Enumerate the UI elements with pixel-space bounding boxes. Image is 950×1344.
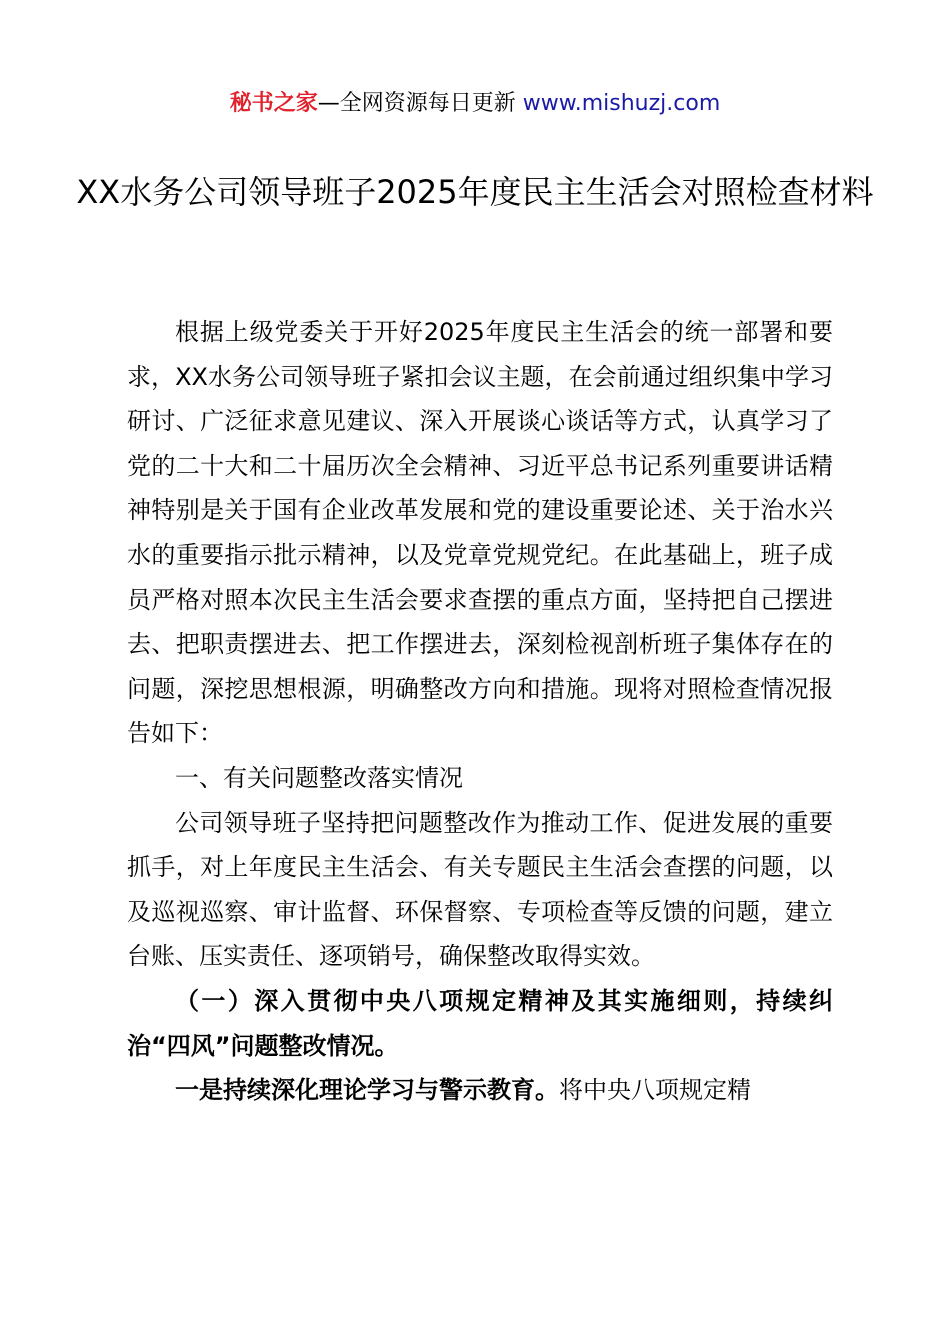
section-1-paragraph: 公司领导班子坚持把问题整改作为推动工作、促进发展的重要抓手，对上年度民主生活会、有关专题民主生活会查摆的问题，以及巡视巡察、审计监督、环保督察、专项检查等反馈的问题，建立台账、压实责任、逐项销号，确保整改取得实效。 bbox=[127, 808, 833, 971]
site-header bbox=[0, 88, 950, 120]
point-1-paragraph bbox=[127, 1068, 833, 1113]
brand-name: 秘书之家 bbox=[229, 91, 318, 116]
point-1-text: 将中央八项规定精 bbox=[559, 1076, 751, 1105]
point-1-lead: 一是持续深化理论学习与警示教育。 bbox=[175, 1076, 559, 1105]
section-1-heading: 一、有关问题整改落实情况 bbox=[175, 763, 463, 792]
document-body bbox=[127, 310, 833, 1113]
intro-paragraph: 根据上级党委关于开好2025年度民主生活会的统一部署和要求，XX水务公司领导班子紧扣会议主题，在会前通过组织集中学习研讨、广泛征求意见建议、深入开展谈心谈话等方式，认真学习了党的二十大和二十届历次全会精神、习近平总书记系列重要讲话精神特别是关于国有企业改革发展和党的建设重要论述、关于治水兴水的重要指示批示精神，以及党章党规党纪。在此基础上，班子成员严格对照本次民主生活会要求查摆的重点方面，坚持把自己摆进去、把职责摆进去、把工作摆进去，深刻检视剖析班子集体存在的问题，深挖思想根源，明确整改方向和措施。现将对照检查情况报告如下： bbox=[127, 318, 833, 748]
site-url-link[interactable]: www.mishuzj.com bbox=[522, 91, 721, 116]
header-tagline: —全网资源每日更新 bbox=[317, 91, 523, 116]
subsection-1-heading: （一）深入贯彻中央八项规定精神及其实施细则，持续纠治“四风”问题整改情况。 bbox=[127, 986, 833, 1060]
document-title: XX水务公司领导班子2025年度民主生活会对照检查材料 bbox=[76, 173, 874, 211]
